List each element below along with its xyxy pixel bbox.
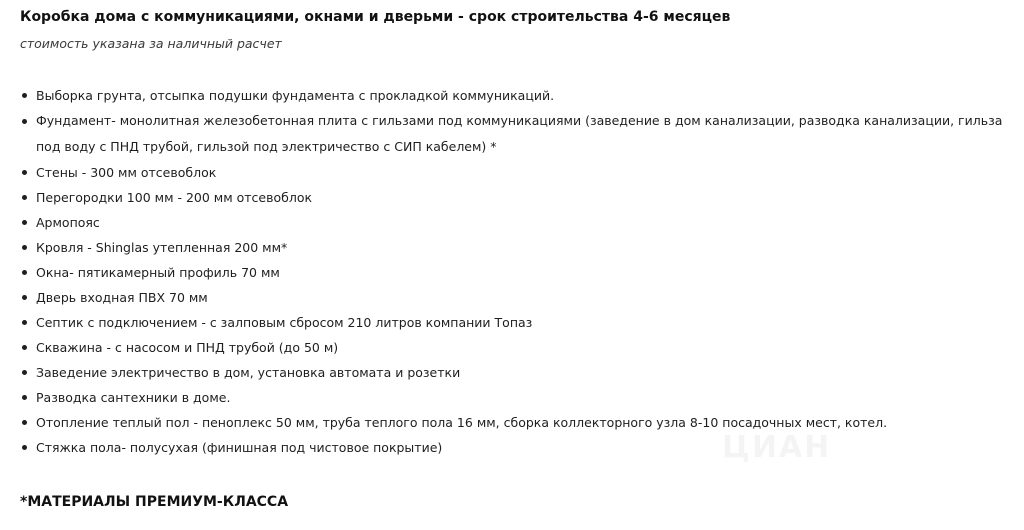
list-item: Отопление теплый пол - пеноплекс 50 мм, труба теплого пола 16 мм, сборка коллекторного узла 8-10 посадочных мест, котел. <box>20 410 1010 435</box>
list-item: Выборка грунта, отсыпка подушки фундамента с прокладкой коммуникаций. <box>20 83 1010 108</box>
list-item: Заведение электричество в дом, установка автомата и розетки <box>20 360 1010 385</box>
price-note: стоимость указана за наличный расчет <box>20 36 282 51</box>
list-item: Разводка сантехники в доме. <box>20 385 1010 410</box>
list-item: Фундамент- монолитная железобетонная плита с гильзами под коммуникациями (заведение в дом канализации, разводка канализации, гильза под воду с ПНД трубой, гильзой под электричество с СИП кабелем) * <box>20 108 1010 160</box>
list-item: Дверь входная ПВХ 70 мм <box>20 285 1010 310</box>
materials-heading: *МАТЕРИАЛЫ ПРЕМИУМ-КЛАССА <box>20 494 289 510</box>
list-item: Септик с подключением - с залповым сбросом 210 литров компании Топаз <box>20 310 1010 335</box>
watermark-logo <box>722 430 831 465</box>
list-item: Стяжка пола- полусухая (финишная под чистовое покрытие) <box>20 435 1010 460</box>
list-item: Окна- пятикамерный профиль 70 мм <box>20 260 1010 285</box>
list-item: Армопояс <box>20 210 1010 235</box>
list-item: Кровля - Shinglas утепленная 200 мм* <box>20 235 1010 260</box>
list-item: Скважина - с насосом и ПНД трубой (до 50 м) <box>20 335 1010 360</box>
section-title: Коробка дома с коммуникациями, окнами и дверьми - срок строительства 4-6 месяцев <box>20 9 731 25</box>
features-list <box>20 83 1010 460</box>
list-item: Перегородки 100 мм - 200 мм отсевоблок <box>20 185 1010 210</box>
list-item: Стены - 300 мм отсевоблок <box>20 160 1010 185</box>
